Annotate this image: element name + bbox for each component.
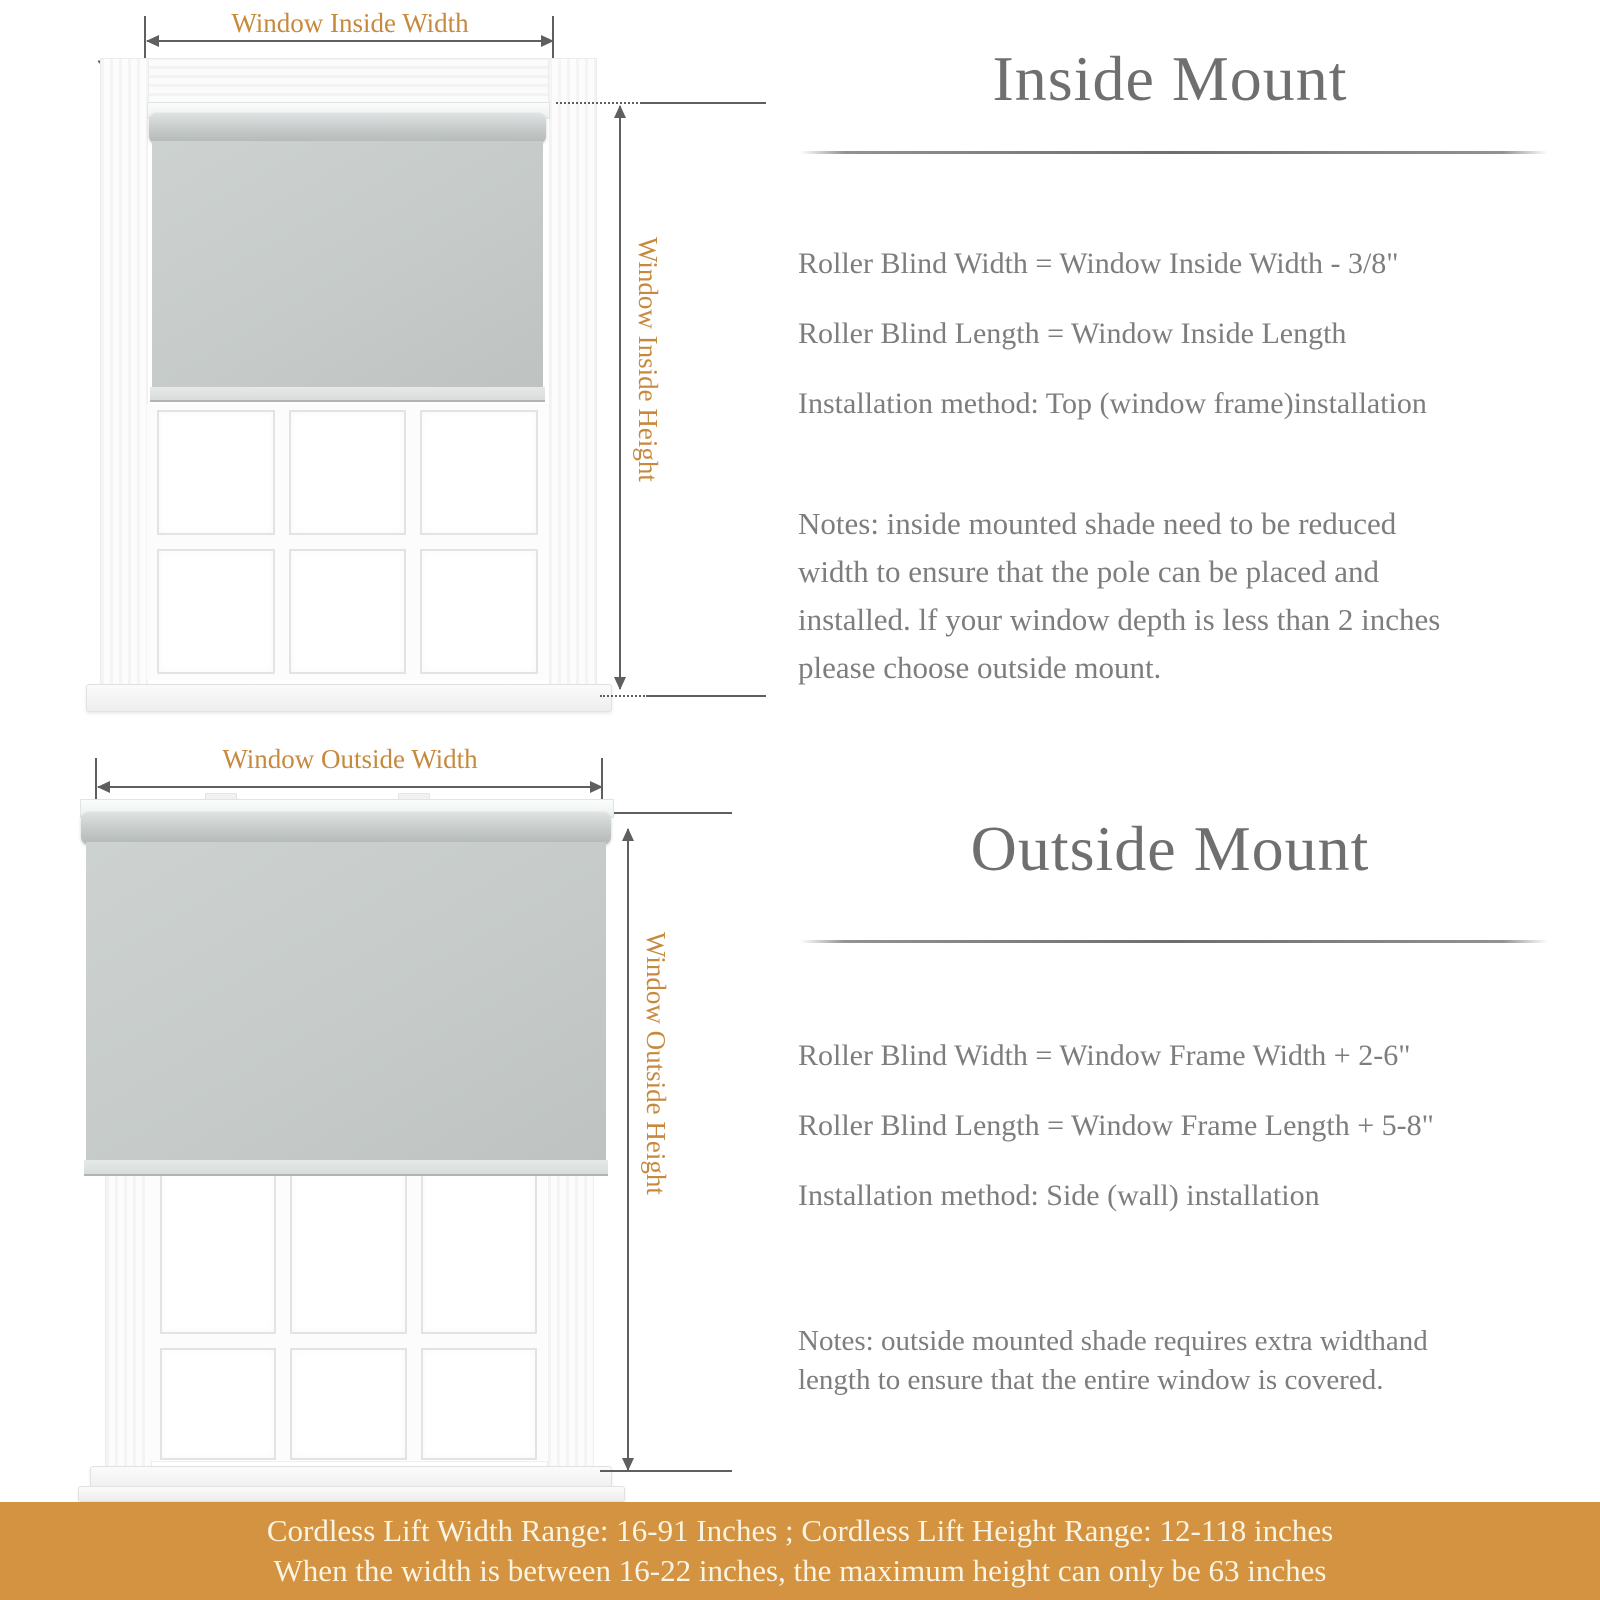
outside-width-label: Window Outside Width	[222, 744, 478, 774]
window-pane	[421, 1348, 537, 1460]
window-pane	[289, 549, 407, 674]
blind-roller	[81, 812, 611, 845]
extension-line	[642, 102, 766, 104]
blind-shade	[152, 141, 543, 387]
rule-line: Installation method: Top (window frame)installation	[798, 387, 1427, 420]
rule-line: Roller Blind Width = Window Inside Width - 3/8"	[798, 247, 1399, 280]
window-frame-head	[100, 58, 597, 106]
rule-line: Roller Blind Length = Window Inside Length	[798, 317, 1347, 350]
window-frame-jamb-left	[100, 58, 149, 688]
outside-width-arrow-icon	[98, 786, 602, 788]
banner-line-1: Cordless Lift Width Range: 16-91 Inches ; Cordless Lift Height Range: 12-118 inches	[266, 1513, 1334, 1548]
window-pane	[289, 410, 407, 535]
outside-mount-title: Outside Mount	[970, 813, 1370, 884]
window-pane	[157, 410, 275, 535]
window-pane	[420, 549, 538, 674]
window-pane	[157, 549, 275, 674]
window-sill-base	[78, 1486, 625, 1502]
outside-mount-notes: Notes: outside mounted shade requires extra widthand length to ensure that the entire window is covered.	[798, 1325, 1428, 1396]
blind-bottom-bar	[150, 387, 545, 402]
extension-dotted-line	[600, 695, 648, 697]
window-sash-grid	[147, 404, 548, 680]
rule-line: Installation method: Side (wall) installation	[798, 1179, 1320, 1212]
window-pane	[420, 410, 538, 535]
extension-line	[614, 812, 732, 814]
inside-width-label: Window Inside Width	[231, 8, 469, 38]
inside-height-label: Window Inside Height	[633, 237, 663, 482]
window-frame-jamb-right	[548, 58, 597, 688]
extension-line	[601, 758, 603, 802]
extension-line	[600, 1470, 732, 1472]
section-divider	[800, 940, 1548, 943]
blind-bottom-bar	[84, 1160, 608, 1176]
inside-mount-title: Inside Mount	[992, 43, 1348, 114]
window-pane	[290, 1348, 406, 1460]
extension-dotted-line	[556, 102, 642, 104]
inside-mount-notes: Notes: inside mounted shade need to be reduced width to ensure that the pole can be placed and installed. lf your window depth is less than 2 inches please choose outside mount.	[798, 506, 1441, 685]
inside-height-arrow-icon	[619, 106, 621, 689]
inside-mount-rules	[798, 246, 1427, 456]
blind-roller	[149, 113, 546, 144]
extension-line	[648, 695, 766, 697]
blind-shade	[86, 842, 606, 1160]
rule-line: Roller Blind Length = Window Frame Length + 5-8"	[798, 1109, 1434, 1142]
inside-width-arrow-icon	[147, 40, 553, 42]
section-divider	[800, 151, 1548, 154]
banner-line-2: When the width is between 16-22 inches, the maximum height can only be 63 inches	[273, 1553, 1327, 1588]
outside-height-arrow-icon	[627, 829, 629, 1470]
rule-line: Roller Blind Width = Window Frame Width + 2-6"	[798, 1039, 1411, 1072]
size-range-banner	[0, 1502, 1600, 1600]
window-sill	[86, 684, 612, 712]
window-pane	[160, 1348, 276, 1460]
outside-height-label: Window Outside Height	[641, 932, 671, 1195]
outside-mount-rules	[798, 1038, 1434, 1248]
extension-line	[95, 758, 97, 802]
